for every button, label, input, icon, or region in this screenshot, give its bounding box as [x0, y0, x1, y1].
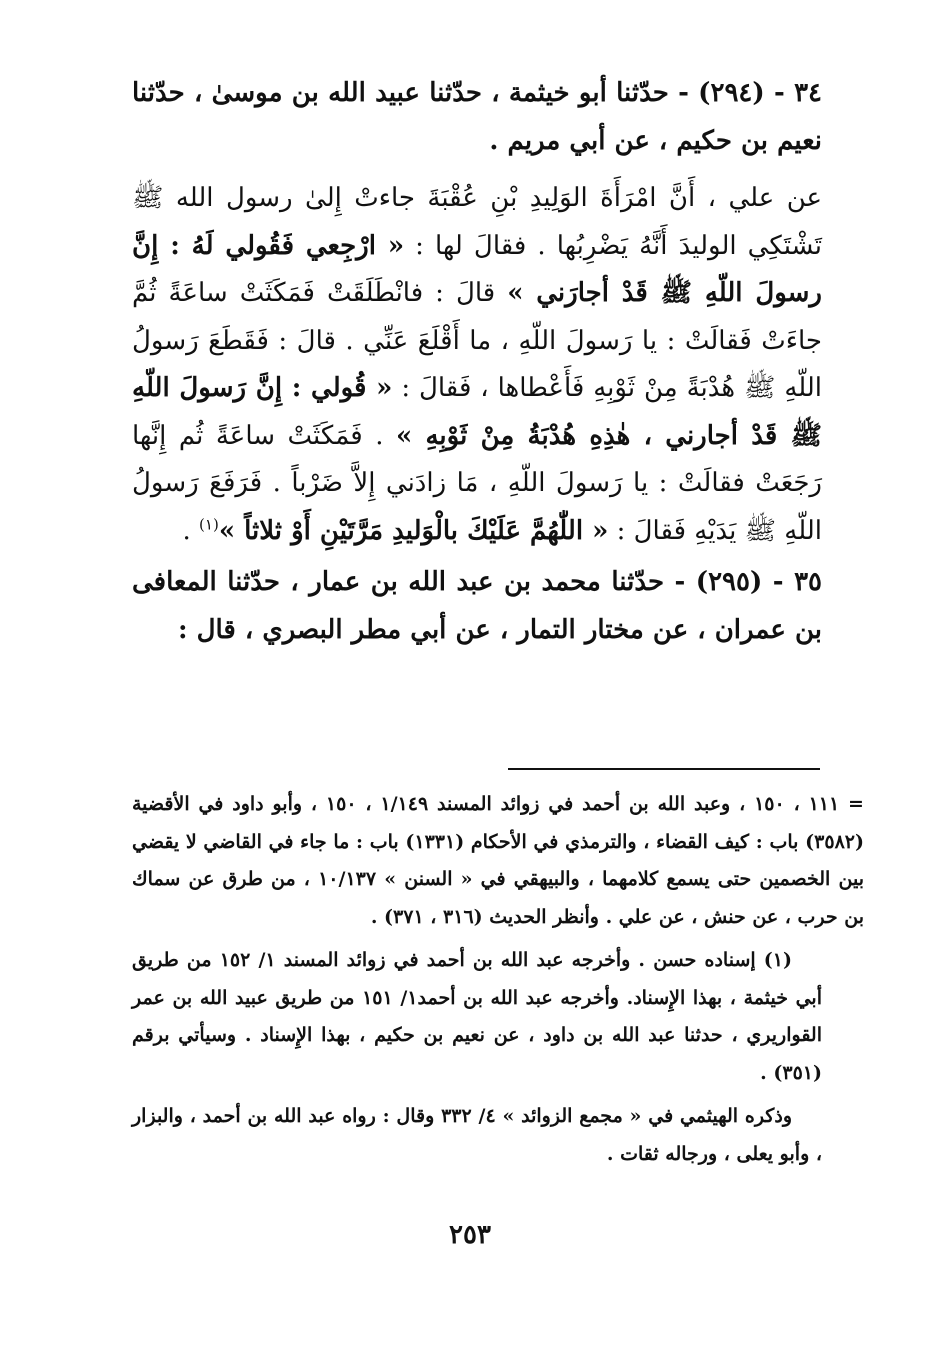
page-number: ٢٥٣ — [449, 1220, 491, 1250]
hadith-34-header: ٣٤ - (٢٩٤) - حدّثنا أبو خيثمة ، حدّثنا عبيد الله بن موسىٰ ، حدّثنا نعيم بن حكيم ، عن أبي مريم . — [132, 78, 822, 156]
footnote-1-continued: وذكره الهيثمي في « مجمع الزوائد » ٤/ ٣٣٢ وقال : رواه عبد الله بن أحمد ، والبزار ، وأبو يعلى ، ورجاله ثقات . — [132, 1105, 822, 1165]
footnote-continuation: = ١١١ ، ١٥٠ ، وعبد الله بن أحمد في زوائد المسند ١/١٤٩ ، ١٥٠ ، وأبو داود في الأقضية (٣٥٨٢) باب : كيف القضاء ، والترمذي في الأحكام (١٣٣١) باب : ما جاء في القاضي لا يقضي بين الخصمين حتى يسمع كلامهما ، والبيهقي في « السنن » ١٠/١٣٧ ، من طرق عن سماك بن حرب ، عن حنش ، عن علي . وأنظر الحديث (٣١٦ ، ٣٧١) . — [132, 793, 864, 928]
main-text — [132, 70, 822, 654]
hadith-35-header: ٣٥ - (٢٩٥) - حدّثنا محمد بن عبد الله بن عمار ، حدّثنا المعافى بن عمران ، عن مختار التمار ، عن أبي مطر البصري ، قال : — [132, 567, 822, 645]
narration-part-1: عن علي ، أَنَّ امْرَأَةَ الوَلِيدِ بْنِ عُقْبَةَ جاءتْ إِلىٰ رسول الله ﷺ تَشْتَكِي الوليدَ أَنَّهُ يَضْرِبُها . فقالَ لها : — [132, 183, 822, 261]
prophet-quote-1: « ارْجِعي فَقُولي لَهُ : إِنَّ رسولَ اللّهِ ﷺ قَدْ أجارَني » — [132, 230, 822, 308]
footnotes — [132, 786, 864, 1173]
footnote-ref-1: (١) — [199, 514, 219, 533]
narration-part-2: قالَ : فانْطَلَقَتْ فَمَكَثَتْ ساعَةً ثُمَّ جاءَتْ فَقالَتْ : يا رَسولَ اللّهِ ، ما أَقْلَعَ عَنِّي . قالَ : فَقَطَعَ رَسولُ اللّهِ ﷺ هُدْبَةً مِنْ ثَوْبِهِ فَأَعْطاها ، فَقالَ : — [132, 278, 823, 403]
footnote-1: (١) إسناده حسن . وأخرجه عبد الله بن أحمد في زوائد المسند ١/ ١٥٢ من طريق أبي خيثمة ، بهذا الإِسناد. وأخرجه عبد الله بن أحمد١/ ١٥١ من طريق عبيد الله بن عمر القواريري ، حدثنا عبد الله بن داود ، عن نعيم بن حكيم ، بهذا الإِسناد . وسيأتي برقم (٣٥١) . — [132, 949, 822, 1084]
narration-end: . — [182, 515, 200, 546]
hadith-34-narration — [132, 175, 822, 555]
footnote-separator — [508, 768, 820, 770]
prophet-quote-3: « اللّٰهُمَّ عَلَيْكَ بالْوَليدِ مَرَّتَيْنِ أَوْ ثلاثاً » — [218, 515, 609, 546]
prophet-quote-2: « قُولي : إِنَّ رَسولَ اللّهِ ﷺ قَدْ أجارني ، هٰذِهِ هُدْبَةُ مِنْ ثَوْبِهِ » — [132, 373, 822, 451]
narration-part-3: . فَمَكَثَتْ ساعَةً ثُم إِنَّها رَجَعَتْ فقالَتْ : يا رَسولَ اللّهِ ، مَا زادَني إِلاَّ ضَرْباً . فَرَفَعَ رَسولُ اللّهِ ﷺ يَدَيْهِ فَقالَ : — [132, 420, 822, 546]
